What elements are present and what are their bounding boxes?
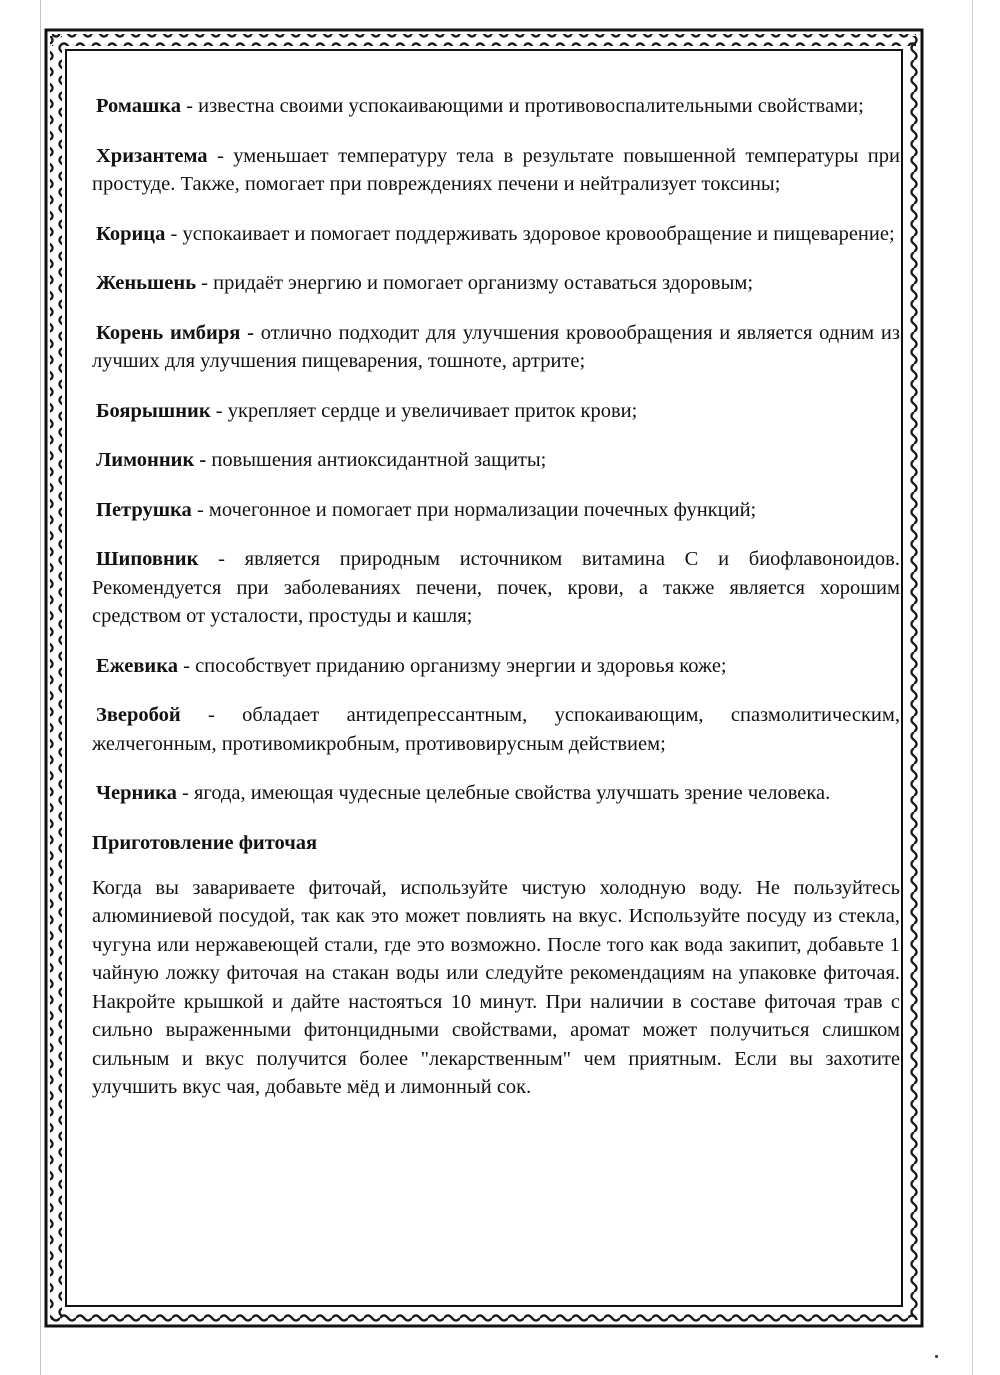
- scan-edge-line-left: [40, 0, 41, 1375]
- herb-name: Женьшень: [96, 272, 197, 294]
- herb-entry: [92, 220, 900, 249]
- herb-entry: [92, 652, 900, 681]
- herb-entry: [92, 446, 900, 475]
- herb-name: Лимонник -: [96, 449, 207, 471]
- herb-name: Корица: [96, 222, 166, 245]
- herb-description: - укрепляет сердце и увеличивает приток крови;: [210, 399, 638, 422]
- herb-name: Боярышник: [96, 399, 211, 422]
- herb-entry: [92, 779, 900, 808]
- herb-description: - успокаивает и помогает поддерживать здоровое кровообращение и пищеварение;: [165, 222, 895, 245]
- herb-entry: [92, 701, 900, 758]
- scan-edge-line-right: [972, 0, 973, 1375]
- herb-description: - известна своими успокаивающими и противовоспалительными свойствами;: [181, 95, 864, 117]
- herb-description: - придаёт энергию и помогает организму оставаться здоровым;: [196, 272, 754, 294]
- herb-entry: [92, 92, 900, 121]
- herb-description: - является природным источником витамина С и биофлавоноидов. Рекомендуется при заболеваниях печени, почек, крови, а также является хорошим средством от усталости, простуды и кашля;: [92, 548, 900, 627]
- herb-name: Черника: [96, 782, 177, 804]
- herb-name: Ежевика: [96, 654, 178, 677]
- herb-entry: [92, 269, 900, 298]
- herb-name: Зверобой: [96, 704, 181, 726]
- herb-entry: [92, 319, 900, 376]
- herb-entry: [92, 142, 900, 199]
- document-body: [92, 92, 900, 1102]
- herb-description: - уменьшает температуру тела в результате повышенной температуры при простуде. Также, помогает при повреждениях печени и нейтрализует токсины;: [92, 144, 900, 195]
- herb-description: - ягода, имеющая чудесные целебные свойства улучшать зрение человека.: [176, 782, 831, 804]
- herb-description: - обладает антидепрессантным, успокаивающим, спазмолитическим, желчегонным, противомикробным, противовирусным действием;: [92, 704, 900, 755]
- herb-name: Ромашка: [96, 95, 182, 117]
- section-heading: Приготовление фиточая: [92, 831, 318, 854]
- preparation-paragraph: Когда вы завариваете фиточай, используйте чистую холодную воду. Не пользуйтесь алюминиевой посудой, так как это может повлиять на вкус. Используйте посуду из стекла, чугуна или нержавеющей стали, где это возможно. После того как вода закипит, добавьте 1 чайную ложку фиточая на стакан воды или следуйте рекомендациям на упаковке фиточая. Накройте крышкой и дайте настояться 10 минут. При наличии в составе фиточая трав с сильно выраженными фитонцидными свойствами, аромат может получиться слишком сильным и вкус получится более "лекарственным" чем приятным. Если вы захотите улучшить вкус чая, добавьте мёд и лимонный сок.: [92, 876, 900, 1098]
- herb-description: - способствует приданию организму энергии и здоровья коже;: [178, 654, 727, 677]
- herb-name: Хризантема: [96, 144, 208, 167]
- herb-name: Петрушка: [96, 498, 192, 521]
- herb-description: отлично подходит для улучшения кровообращения и является одним из лучших для улучшения пищеварения, тошноте, артрите;: [92, 321, 900, 372]
- scan-speck: [935, 1355, 938, 1358]
- herb-description: - мочегонное и помогает при нормализации почечных функций;: [191, 498, 757, 521]
- herb-entry: [92, 545, 900, 631]
- herb-entry: [92, 496, 900, 525]
- decorative-frame: [44, 28, 924, 1328]
- herb-name: Шиповник: [96, 548, 199, 570]
- herb-list: [92, 92, 900, 808]
- herb-description: повышения антиоксидантной защиты;: [206, 449, 547, 471]
- herb-entry: [92, 397, 900, 426]
- herb-name: Корень имбиря -: [96, 321, 254, 344]
